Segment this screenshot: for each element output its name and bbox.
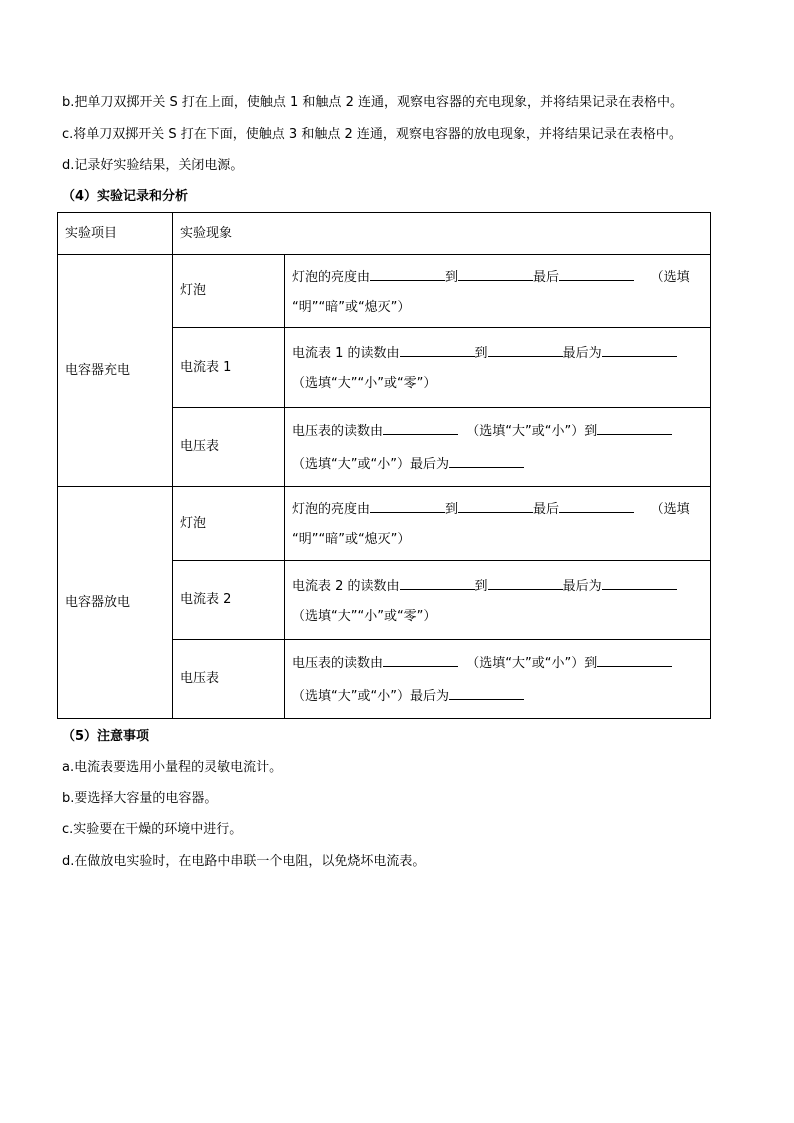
fill-blank[interactable] [449,685,524,700]
table-row [58,255,711,328]
row-label: 电流表 1 [173,328,285,408]
row-content: 灯泡的亮度由 到 最后 （选填 “明”“暗”或“熄灭”） [285,255,711,328]
group-discharging: 电容器放电 [58,487,173,719]
fill-blank[interactable] [383,652,458,667]
row-label: 灯泡 [173,255,285,328]
fill-blank[interactable] [597,652,672,667]
fill-blank[interactable] [458,266,533,281]
table-header-row [58,213,711,255]
step-c: c.将单刀双掷开关 S 打在下面，使触点 3 和触点 2 连通，观察电容器的放电现象，并将结果记录在表格中。 [62,127,682,142]
fill-blank[interactable] [559,266,634,281]
fill-blank[interactable] [383,420,458,435]
row-content: 灯泡的亮度由 到 最后 （选填 “明”“暗”或“熄灭”） [285,487,711,561]
fill-blank[interactable] [370,498,445,513]
note-b: b.要选择大容量的电容器。 [62,791,218,806]
row-content: 电压表的读数由 （选填“大”或“小”）到 （选填“大”或“小”）最后为 [285,640,711,719]
fill-blank[interactable] [458,498,533,513]
fill-blank[interactable] [400,342,475,357]
table-row [58,487,711,561]
experiment-record-table [57,212,711,719]
header-item: 实验项目 [58,213,173,255]
step-b: b.把单刀双掷开关 S 打在上面，使触点 1 和触点 2 连通，观察电容器的充电现象，并将结果记录在表格中。 [62,95,683,110]
note-d: d.在做放电实验时，在电路中串联一个电阻，以免烧坏电流表。 [62,854,426,869]
step-d: d.记录好实验结果，关闭电源。 [62,158,244,173]
fill-blank[interactable] [370,266,445,281]
row-content: 电流表 1 的读数由 到 最后为 （选填“大”“小”或“零”） [285,328,711,408]
row-label: 灯泡 [173,487,285,561]
section-4-title: （4）实验记录和分析 [62,189,189,204]
fill-blank[interactable] [488,342,563,357]
header-phenomenon: 实验现象 [173,213,711,255]
row-label: 电压表 [173,408,285,487]
group-charging: 电容器充电 [58,255,173,487]
fill-blank[interactable] [602,575,677,590]
fill-blank[interactable] [559,498,634,513]
row-content: 电压表的读数由 （选填“大”或“小”）到 （选填“大”或“小”）最后为 [285,408,711,487]
fill-blank[interactable] [488,575,563,590]
row-label: 电压表 [173,640,285,719]
fill-blank[interactable] [597,420,672,435]
note-a: a.电流表要选用小量程的灵敏电流计。 [62,760,283,775]
fill-blank[interactable] [602,342,677,357]
fill-blank[interactable] [449,453,524,468]
note-c: c.实验要在干燥的环境中进行。 [62,822,243,837]
fill-blank[interactable] [400,575,475,590]
row-label: 电流表 2 [173,561,285,640]
section-5-title: （5）注意事项 [62,729,150,744]
row-content: 电流表 2 的读数由 到 最后为 （选填“大”“小”或“零”） [285,561,711,640]
